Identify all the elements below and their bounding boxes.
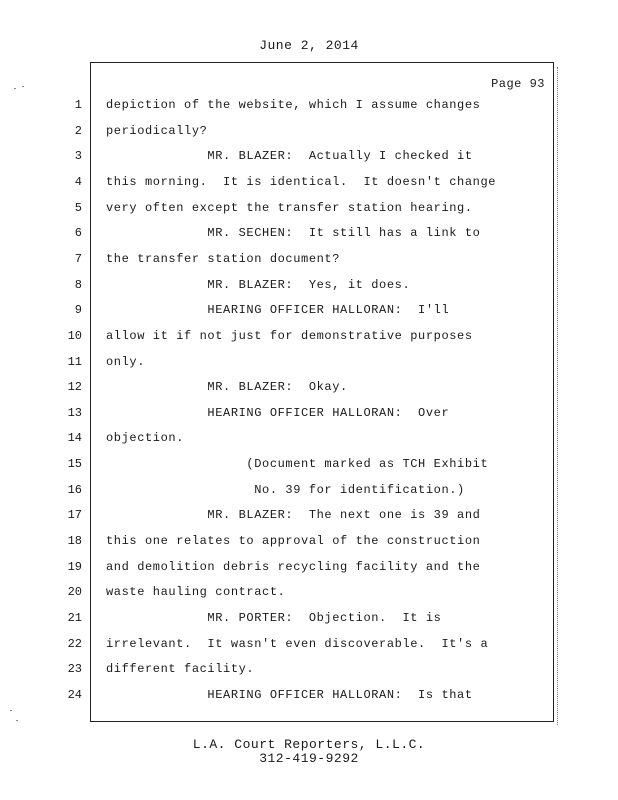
transcript-line: [0, 611, 560, 627]
line-text: HEARING OFFICER HALLORAN: Is that: [106, 687, 473, 702]
scan-speck: [10, 710, 12, 711]
line-text: only.: [106, 354, 146, 369]
transcript-line: [0, 329, 560, 345]
transcript-line: [0, 201, 560, 217]
line-number: 24: [67, 687, 82, 702]
line-text: allow it if not just for demonstrative purposes: [106, 328, 473, 343]
line-text: this morning. It is identical. It doesn't change: [106, 174, 497, 189]
transcript-line: [0, 175, 560, 191]
line-text: MR. BLAZER: Actually I checked it: [106, 149, 473, 164]
transcript-line: [0, 431, 560, 447]
line-text: MR. BLAZER: The next one is 39 and: [106, 508, 481, 523]
line-number: 21: [67, 611, 82, 625]
line-number: 12: [67, 380, 82, 395]
page-number: Page 93: [491, 77, 545, 91]
line-number: 14: [67, 431, 82, 446]
transcript-line: [0, 98, 560, 114]
transcript-line: [0, 380, 560, 396]
line-text: irrelevant. It wasn't even discoverable. It's a: [106, 636, 489, 651]
line-number: 17: [67, 508, 82, 523]
line-number: 22: [67, 636, 82, 651]
line-text: the transfer station document?: [106, 251, 341, 266]
line-number: 16: [67, 482, 82, 497]
line-number: 9: [74, 303, 82, 318]
scan-speck: [16, 720, 18, 721]
line-text: (Document marked as TCH Exhibit: [106, 457, 489, 472]
line-text: and demolition debris recycling facility and the: [106, 559, 481, 574]
line-number: 8: [74, 277, 82, 292]
transcript-line: [0, 252, 560, 268]
line-number: 10: [67, 328, 82, 343]
court-reporter-phone: 312-419-9292: [259, 751, 359, 766]
transcript-line: [0, 226, 560, 242]
line-text: very often except the transfer station hearing.: [106, 200, 473, 215]
line-number: 11: [67, 354, 82, 369]
transcript-date: June 2, 2014: [259, 38, 359, 53]
line-text: No. 39 for identification.): [106, 482, 465, 497]
line-number: 4: [74, 174, 82, 189]
scan-speck: [22, 86, 24, 87]
line-number: 7: [74, 251, 82, 266]
scan-speck: [14, 88, 16, 89]
transcript-line: [0, 508, 560, 524]
transcript-line: [0, 585, 560, 601]
line-number: 15: [67, 457, 82, 472]
line-number: 18: [67, 534, 82, 549]
transcript-line: [0, 560, 560, 576]
transcript-line: [0, 483, 560, 499]
line-number: 6: [74, 226, 82, 241]
transcript-line: [0, 303, 560, 319]
line-text: HEARING OFFICER HALLORAN: Over: [106, 405, 450, 420]
line-text: depiction of the website, which I assume changes: [106, 98, 481, 112]
court-reporter-name: L.A. Court Reporters, L.L.C.: [192, 737, 426, 752]
line-text: HEARING OFFICER HALLORAN: I'll: [106, 303, 450, 318]
line-text: different facility.: [106, 662, 255, 677]
line-text: periodically?: [106, 123, 208, 138]
transcript-line: [0, 457, 560, 473]
transcript-line: [0, 124, 560, 140]
line-number: 20: [67, 585, 82, 600]
line-number: 2: [74, 123, 82, 138]
line-number: 5: [74, 200, 82, 215]
line-number: 3: [74, 149, 82, 164]
transcript-line: [0, 355, 560, 371]
line-text: objection.: [106, 431, 185, 446]
transcript-line: [0, 662, 560, 678]
transcript-line: [0, 688, 560, 704]
line-text: MR. SECHEN: It still has a link to: [106, 226, 481, 241]
transcript-line: [0, 406, 560, 422]
line-number: 13: [67, 405, 82, 420]
footer: [0, 738, 618, 766]
transcript-line: [0, 637, 560, 653]
line-text: MR. PORTER: Objection. It is: [106, 611, 442, 625]
transcript-line: [0, 149, 560, 165]
line-text: MR. BLAZER: Okay.: [106, 380, 348, 395]
line-number: 19: [67, 559, 82, 574]
line-number: 1: [74, 98, 82, 112]
transcript-line: [0, 278, 560, 294]
line-text: MR. BLAZER: Yes, it does.: [106, 277, 411, 292]
line-text: waste hauling contract.: [106, 585, 286, 600]
line-text: this one relates to approval of the construction: [106, 534, 481, 549]
line-number: 23: [67, 662, 82, 677]
transcript-line: [0, 534, 560, 550]
